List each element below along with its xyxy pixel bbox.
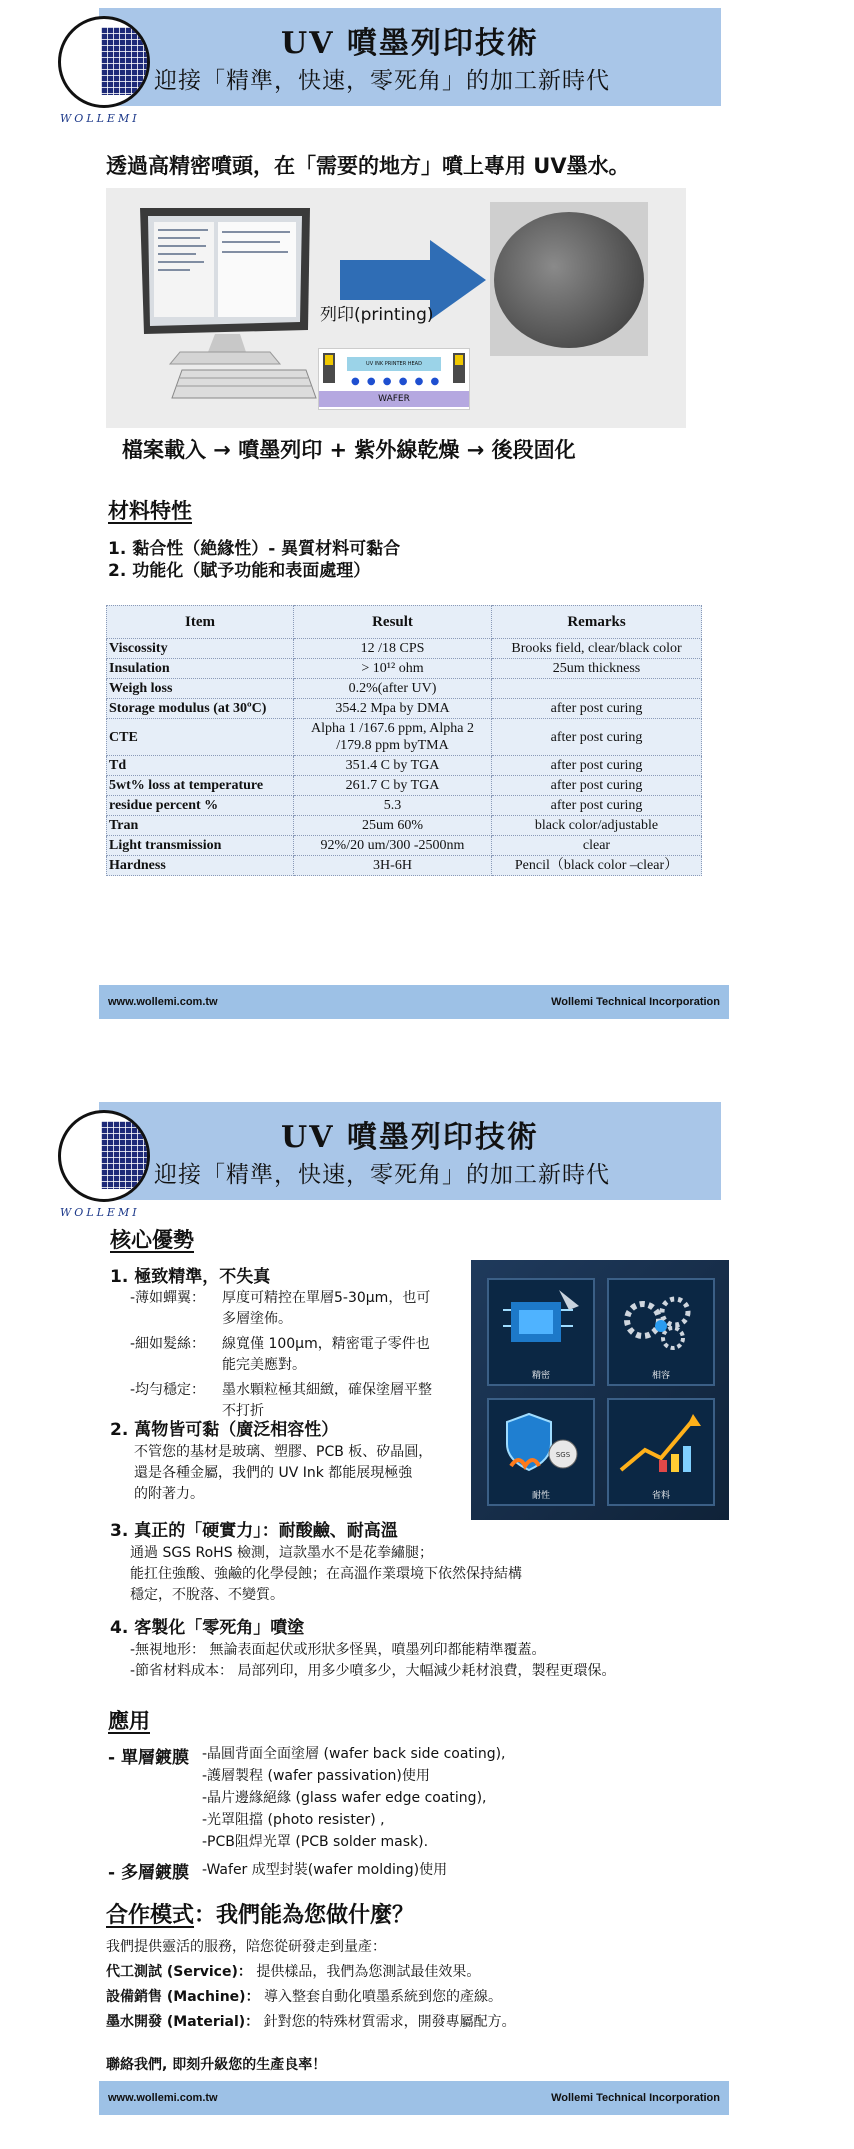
- footer-company: Wollemi Technical Incorporation: [551, 996, 720, 1008]
- table-cell-remarks: [492, 679, 702, 699]
- table-cell-result: 5.3: [294, 796, 492, 816]
- material-point-2: 2. 功能化（賦予功能和表面處理）: [108, 561, 371, 581]
- table-cell-item: Weigh loss: [107, 679, 294, 699]
- computer-icon: [120, 202, 340, 402]
- list-item-text: 墨水顆粒極其細緻，確保塗層平整: [222, 1382, 432, 1398]
- table-cell-item: Td: [107, 756, 294, 776]
- table-cell-result: 12 /18 CPS: [294, 639, 492, 659]
- wafer-label: WAFER: [319, 391, 469, 407]
- table-cell-item: Hardness: [107, 856, 294, 876]
- wafer-photo: [490, 202, 648, 356]
- list-item-label: -均勻穩定：: [130, 1382, 206, 1398]
- list-item: [106, 1960, 516, 1985]
- service-text: 針對您的特殊材質需求，開發專屬配方。: [259, 2014, 516, 2030]
- wollemi-logo: WOLLEMI: [58, 16, 164, 136]
- feature-panel: [471, 1260, 729, 1520]
- table-row: [107, 816, 702, 836]
- headline: 透過高精密噴頭，在「需要的地方」噴上專用 UV墨水。: [106, 154, 630, 178]
- table-cell-item: Storage modulus (at 30ºC): [107, 699, 294, 719]
- applications-heading: 應用: [108, 1709, 150, 1733]
- list-item: -護層製程 (wafer passivation)使用: [202, 1768, 430, 1784]
- service-text: 提供樣品，我們為您測試最佳效果。: [251, 1964, 481, 1980]
- multi-layer-item: -Wafer 成型封裝(wafer molding)使用: [202, 1862, 448, 1878]
- list-item: -晶片邊緣絕緣 (glass wafer edge coating),: [202, 1790, 487, 1806]
- table-cell-item: Tran: [107, 816, 294, 836]
- advantage-1-list: [130, 1288, 470, 1426]
- tile-durability: SGS 耐性: [487, 1398, 595, 1506]
- table-cell-result: 3H-6H: [294, 856, 492, 876]
- table-row: [107, 659, 702, 679]
- table-row: [107, 756, 702, 776]
- table-cell-remarks: after post curing: [492, 776, 702, 796]
- table-row: [107, 856, 702, 876]
- advantage-4-body: -無視地形： 無論表面起伏或形狀多怪異，噴墨列印都能精準覆蓋。 -節省材料成本： 局部列印，用多少噴多少，大幅減少耗材浪費，製程更環保。: [130, 1642, 616, 1679]
- table-cell-result: 354.2 Mpa by DMA: [294, 699, 492, 719]
- spec-table: [106, 605, 702, 876]
- table-cell-remarks: Brooks field, clear/black color: [492, 639, 702, 659]
- list-item: -PCB阻焊光罩 (PCB solder mask).: [202, 1834, 429, 1850]
- cooperation-heading: 合作模式：我們能為您做什麼？: [106, 1903, 415, 1928]
- list-item: [130, 1288, 470, 1330]
- table-row: [107, 719, 702, 756]
- banner-title: UV 噴墨列印技術: [281, 26, 539, 61]
- table-cell-remarks: after post curing: [492, 719, 702, 756]
- service-label: 墨水開發 (Material)：: [106, 2014, 260, 2030]
- table-row: [107, 639, 702, 659]
- material-heading: 材料特性: [108, 499, 192, 523]
- table-cell-result: 351.4 C by TGA: [294, 756, 492, 776]
- service-text: 導入整套自動化噴墨系統到您的產線。: [259, 1989, 503, 2005]
- banner-title: UV 噴墨列印技術: [281, 1120, 539, 1155]
- cooperation-list: [106, 1960, 516, 2035]
- table-cell-remarks: clear: [492, 836, 702, 856]
- header-banner: [99, 1102, 721, 1200]
- table-cell-remarks: 25um thickness: [492, 659, 702, 679]
- printer-head-diagram: UV INK PRINTER HEAD ● ● ● ● ● ● WAFER: [318, 348, 470, 410]
- list-item: -晶圓背面全面塗層 (wafer back side coating),: [202, 1746, 506, 1762]
- list-item-text: 線寬僅 100µm，精密電子零件也: [222, 1336, 430, 1352]
- table-cell-item: Insulation: [107, 659, 294, 679]
- table-cell-remarks: Pencil（black color –clear）: [492, 856, 702, 876]
- list-item-label: -薄如蟬翼：: [130, 1290, 206, 1306]
- table-header-row: [107, 606, 702, 639]
- single-layer-label: - 單層鍍膜: [108, 1748, 189, 1768]
- list-item-text: 厚度可精控在單層5-30µm，也可: [222, 1290, 431, 1306]
- column-header: Result: [294, 606, 492, 639]
- table-cell-item: Viscossity: [107, 639, 294, 659]
- footer-bar: [99, 985, 729, 1019]
- advantages-heading: 核心優勢: [110, 1228, 194, 1252]
- single-layer-list: [202, 1743, 506, 1853]
- list-item: [106, 2010, 516, 2035]
- table-cell-result: 0.2%(after UV): [294, 679, 492, 699]
- material-point-1: 1. 黏合性（絶緣性）- 異質材料可黏合: [108, 539, 401, 559]
- wollemi-logo: WOLLEMI: [58, 1110, 164, 1230]
- table-cell-item: CTE: [107, 719, 294, 756]
- printing-label: 列印(printing): [320, 305, 434, 325]
- table-cell-result: 25um 60%: [294, 816, 492, 836]
- table-cell-remarks: after post curing: [492, 796, 702, 816]
- advantage-1-title: 1. 極致精準，不失真: [110, 1267, 271, 1287]
- table-cell-result: 261.7 C by TGA: [294, 776, 492, 796]
- list-item-label: -細如髮絲：: [130, 1336, 206, 1352]
- header-banner: [99, 8, 721, 106]
- list-item-text: 多層塗佈。: [222, 1311, 292, 1327]
- table-row: [107, 776, 702, 796]
- process-flow: 檔案載入 → 噴墨列印 + 紫外線乾燥 → 後段固化: [122, 438, 576, 462]
- footer-company: Wollemi Technical Incorporation: [551, 2092, 720, 2104]
- tile-compatibility: 相容: [607, 1278, 715, 1386]
- footer-url: www.wollemi.com.tw: [108, 996, 218, 1008]
- table-cell-remarks: black color/adjustable: [492, 816, 702, 836]
- table-cell-item: 5wt% loss at temperature: [107, 776, 294, 796]
- svg-text:SGS: SGS: [555, 1451, 571, 1459]
- advantage-2-body: 不管您的基材是玻璃、塑膠、PCB 板、矽晶圓， 還是各種金屬，我們的 UV Ink 都能展現極強 的附著力。: [134, 1444, 433, 1502]
- column-header: Remarks: [492, 606, 702, 639]
- footer-url: www.wollemi.com.tw: [108, 2092, 218, 2104]
- table-cell-item: residue percent %: [107, 796, 294, 816]
- advantage-3-body: 通過 SGS RoHS 檢測，這款墨水不是花拳繡腿； 能扛住強酸、強鹼的化學侵蝕；在高溫作業環境下依然保持結構 穩定，不脫落、不變質。: [130, 1545, 522, 1603]
- table-cell-result: > 10¹² ohm: [294, 659, 492, 679]
- list-item: [106, 1985, 516, 2010]
- advantage-2-title: 2. 萬物皆可黏（廣泛相容性）: [110, 1420, 339, 1440]
- table-cell-result: Alpha 1 /167.6 ppm, Alpha 2 /179.8 ppm byTMA: [294, 719, 492, 756]
- cooperation-intro: 我們提供靈活的服務，陪您從研發走到量產：: [106, 1939, 386, 1955]
- service-label: 代工測試 (Service)：: [106, 1964, 252, 1980]
- process-illustration: [106, 188, 686, 428]
- column-header: Item: [107, 606, 294, 639]
- table-cell-result: 92%/20 um/300 -2500nm: [294, 836, 492, 856]
- table-cell-remarks: after post curing: [492, 756, 702, 776]
- banner-subtitle: 迎接「精準，快速，零死角」的加工新時代: [154, 68, 610, 94]
- tile-precision: 精密: [487, 1278, 595, 1386]
- list-item: [130, 1334, 470, 1376]
- table-row: [107, 796, 702, 816]
- tile-saving: 省料: [607, 1398, 715, 1506]
- service-label: 設備銷售 (Machine)：: [106, 1989, 260, 2005]
- list-item-text: 不打折: [222, 1403, 264, 1419]
- banner-subtitle: 迎接「精準，快速，零死角」的加工新時代: [154, 1162, 610, 1188]
- footer-bar: [99, 2081, 729, 2115]
- contact-line: 聯絡我們, 即刻升級您的生產良率！: [106, 2057, 327, 2073]
- table-row: [107, 836, 702, 856]
- advantage-3-title: 3. 真正的「硬實力」：耐酸鹼、耐高溫: [110, 1521, 398, 1541]
- table-row: [107, 679, 702, 699]
- multi-layer-label: - 多層鍍膜: [108, 1863, 189, 1883]
- list-item: -光罩阻擋 (photo resister) ,: [202, 1812, 385, 1828]
- advantage-4-title: 4. 客製化「零死角」噴塗: [110, 1618, 305, 1638]
- table-cell-remarks: after post curing: [492, 699, 702, 719]
- table-cell-item: Light transmission: [107, 836, 294, 856]
- table-row: [107, 699, 702, 719]
- list-item-text: 能完美應對。: [222, 1357, 306, 1373]
